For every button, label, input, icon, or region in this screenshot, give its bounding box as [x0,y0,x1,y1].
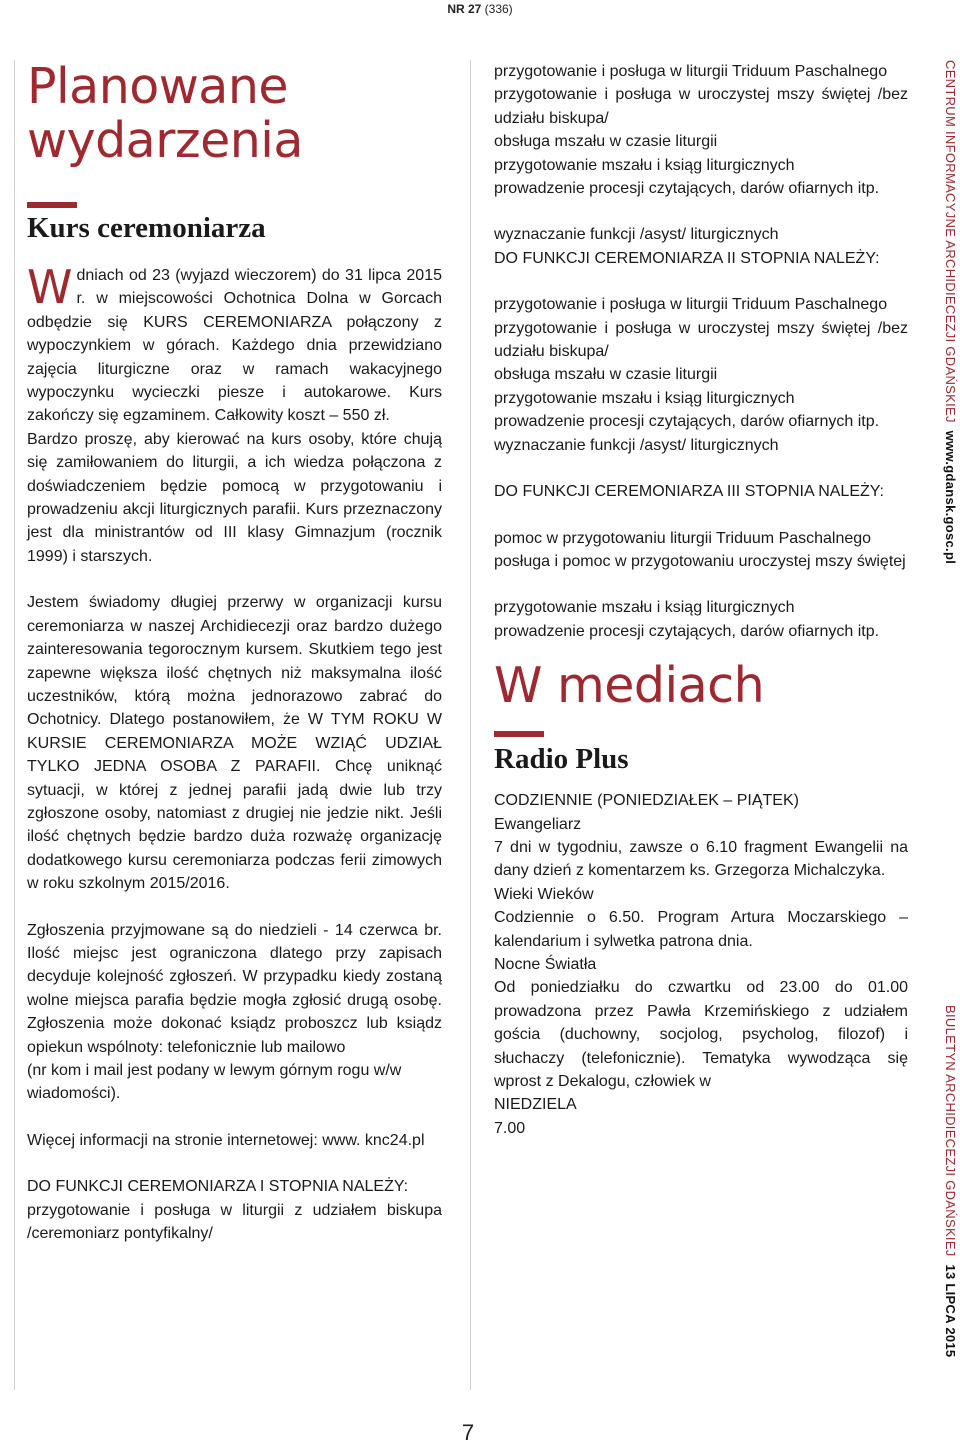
list-item: obsługa mszału w czasie liturgii [494,366,718,384]
list-item: przygotowanie mszału i ksiąg liturgicznych [494,389,795,407]
list-item: przygotowanie mszału i ksiąg liturgicznych [494,156,795,174]
section-title-line1: Planowane [27,58,289,115]
program-name: Ewangeliarz [494,815,582,833]
list-item: wyznaczanie funkcji /asyst/ liturgicznych [494,226,779,244]
left-column-rule [14,60,15,1390]
article-subtitle: Kurs ceremoniarza [27,212,266,244]
section-title-line2: wydarzenia [27,112,303,169]
issue-number-bold: NR 27 [447,2,482,16]
media-accent-bar [494,731,544,737]
list-item: przygotowanie mszału i ksiąg liturgicznych [494,599,795,617]
title-accent-bar [27,202,77,208]
paragraph-target-group: Bardzo proszę, aby kierować na kurs osoby, które chują się zamiłowaniem do liturgii, a ich wiedza połączona z doświadczeniem będzie pomocą w przygotowaniu i prowadzeniu akcji liturgicznych parafii. Kurs przeznaczony jest dla ministrantów od III klasy Gimnazjum (rocznik 1999) i starszych. [27,430,442,565]
program-name: Wieki Wieków [494,885,594,903]
issue-number-rest: (336) [481,2,513,16]
paragraph-contact-note: (nr kom i mail jest podany w lewym górnym rogu w/w wiadomości). [27,1062,402,1103]
level3-heading: DO FUNKCJI CEREMONIARZA III STOPNIA NALEŻY: [494,483,884,501]
list-item: przygotowanie i posługa w uroczystej mszy świętej /bez udziału biskupa/ [494,86,908,127]
intro-paragraph [27,260,442,428]
list-item: pomoc w przygotowaniu liturgii Triduum Paschalnego [494,529,872,547]
paragraph-limits: Jestem świadomy długiej przerwy w organizacji kursu ceremoniarza w naszej Archidiecezji oraz bardzo dużego zainteresowania tegorocznym kursem. Skutkiem tego jest zapewne większa ilość chętnych niż maksymalna ilość uczestników, którą można jednorazowo zabrać do Ochotnicy. Dlatego postanowiłem, że W TYM ROKU W KURSIE CEREMONIARZA MOŻE WZIĄĆ UDZIAŁ TYLKO JEDNA OSOBA Z PARAFII. Chcę uniknąć sytuacji, w której z jednej parafii jadą dwie lub trzy zgłoszone osoby, natomiast z drugiej nie jedzie nikt. Jeśli ilość chętnych będzie bardzo duża rozważę organizację dodatkowego kursu ceremoniarza podczas ferii zimowych w roku szkolnym 2015/2016. [27,594,442,893]
media-line: CODZIENNIE (PONIEDZIAŁEK – PIĄTEK) [494,792,799,810]
paragraph-more-info: Więcej informacji na stronie internetowej: www. knc24.pl [27,1131,425,1149]
list-item: wyznaczanie funkcji /asyst/ liturgicznych [494,436,779,454]
level2-heading: DO FUNKCJI CEREMONIARZA II STOPNIA NALEŻY: [494,249,880,267]
media-subtitle: Radio Plus [494,743,629,776]
time-label: 7.00 [494,1119,526,1137]
list-item: posługa i pomoc w przygotowaniu uroczystej mszy świętej [494,552,906,570]
program-description: Od poniedziałku do czwartku od 23.00 do 01.00 prowadzona przez Pawła Krzemińskiego z udziałem gościa (duchowny, socjolog, psycholog, filozof) i słuchaczy (telefonicznie). Tematyka wywodząca się wprost z Dekalogu, człowiek w [494,979,908,1090]
paragraph-registration: Zgłoszenia przyjmowane są do niedzieli - 14 czerwca br. Ilość miejsc jest ograniczona dlatego przy zapisach decyduje kolejność zgłoszeń. W przypadku kiedy zostaną wolne miejsca parafia będzie mogła zgłosić drugą osobę. Zgłoszenia może dokonać ksiądz proboszcz lub ksiądz opiekun wspólnoty: telefonicznie lub mailowo [27,921,442,1056]
program-description: 7 dni w tygodniu, zawsze o 6.10 fragment Ewangelii na dany dzień z komentarzem ks. Grzegorza Michalczyka. [494,838,908,880]
sidebar-top-label: CENTRUM INFORMACYJNE ARCHIDIECEZJI GDAŃSKIEJ [943,60,958,423]
list-item: przygotowanie i posługa w liturgii Triduum Paschalnego [494,296,888,314]
issue-number [0,2,960,16]
list-item: prowadzenie procesji czytających, darów ofiarnych itp. [494,622,880,640]
program-name: Nocne Światła [494,955,597,973]
day-heading: NIEDZIELA [494,1096,577,1114]
left-column [27,60,442,1245]
list-item: prowadzenie procesji czytających, darów ofiarnych itp. [494,180,880,198]
media-section-title: W mediach [494,657,765,715]
list-item: przygotowanie i posługa w uroczystej mszy świętej /bez udziału biskupa/ [494,319,908,361]
list-item: obsługa mszału w czasie liturgii [494,133,718,151]
section-title [27,60,442,168]
sidebar-date: 13 LIPCA 2015 [943,1264,958,1358]
intro-text: dniach od 23 (wyjazd wieczorem) do 31 lipca 2015 r. w miejscowości Ochotnica Dolna w Gorcach odbędzie się KURS CEREMONIARZA połączony z wypoczynkiem w górach. Każdego dnia przewidziano zajęcia liturgiczne oraz w ramach wakacyjnego wypoczynku wycieczki piesze i autokarowe. Kurs zakończy się egzaminem. Całkowity koszt – 550 zł. [27,267,442,425]
sidebar-bottom-label: BIULETYN ARCHIDIECEZJI GDAŃSKIEJ [943,1005,958,1257]
level1-heading: DO FUNKCJI CEREMONIARZA I STOPNIA NALEŻY: [27,1178,409,1196]
sidebar-website: www.gdansk.gosc.pl [943,430,958,565]
drop-cap: W [27,260,73,314]
page-number: 7 [461,1420,475,1445]
right-column [494,60,908,1140]
list-item: prowadzenie procesji czytających, darów ofiarnych itp. [494,413,880,431]
program-description: Codziennie o 6.50. Program Artura Moczarskiego – kalendarium i sylwetka patrona dnia. [494,909,908,950]
level1-item: przygotowanie i posługa w liturgii z udziałem biskupa /ceremoniarz pontyfikalny/ [27,1201,442,1243]
right-column-rule [470,60,471,1390]
list-item: przygotowanie i posługa w liturgii Triduum Paschalnego [494,63,888,80]
